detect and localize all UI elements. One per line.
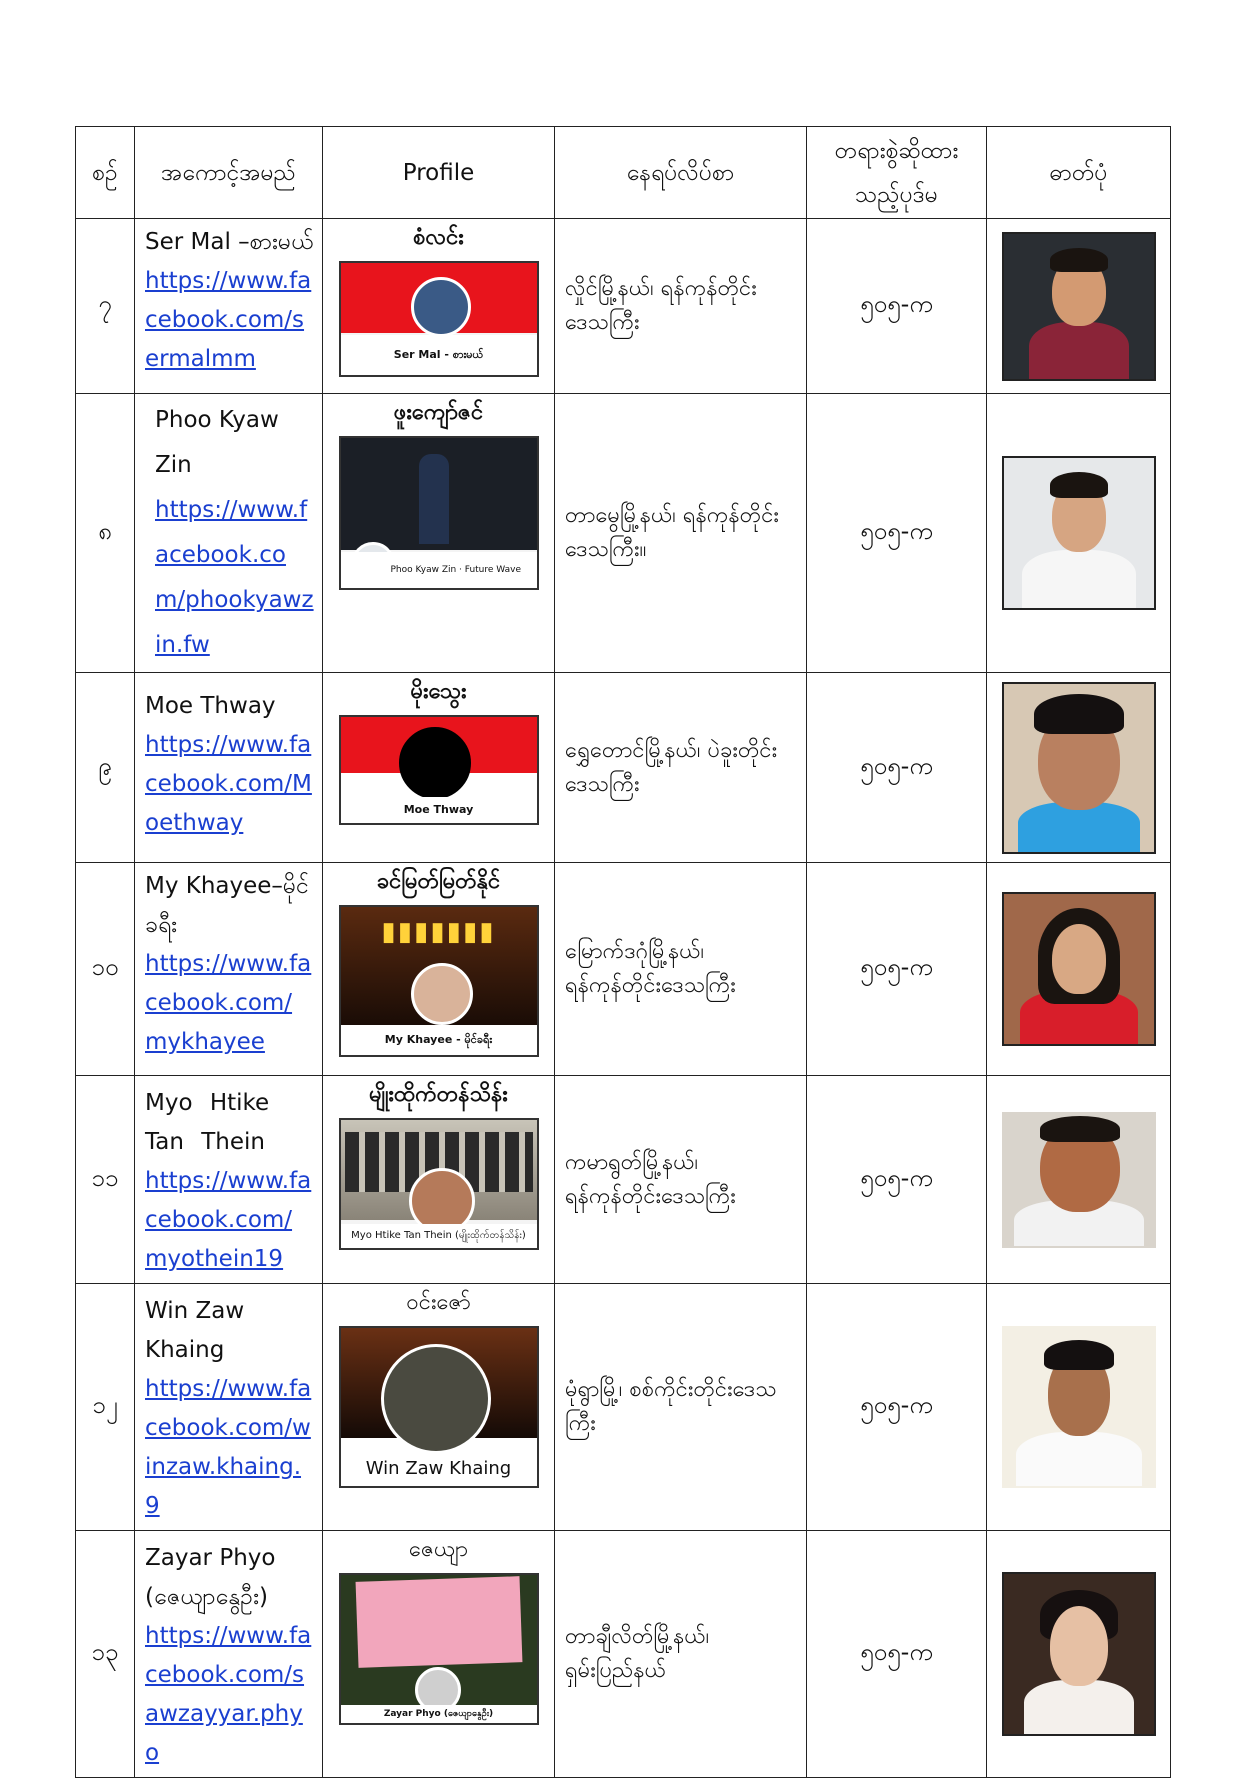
profile-name: ဝင်းဇော် — [406, 1290, 471, 1315]
profile-card-image — [339, 715, 539, 825]
person-photo — [1002, 1572, 1156, 1736]
profile-cell — [323, 673, 555, 863]
person-photo — [1002, 456, 1156, 610]
profile-card-caption: Moe Thway — [341, 797, 537, 823]
person-photo — [1002, 1112, 1156, 1248]
law-section: ၅၀၅-က — [807, 219, 987, 394]
row-number: ၉ — [76, 673, 135, 863]
facebook-link[interactable]: https://www.facebook.com/sawzayyar.phyo — [145, 1623, 312, 1766]
row-number: ၁၂ — [76, 1284, 135, 1531]
photo-cell — [987, 219, 1171, 394]
photo-cell — [987, 394, 1171, 673]
facebook-link[interactable]: https://www.facebook.com/sermalmm — [145, 268, 312, 372]
address-cell: လှိုင်မြို့နယ်၊ ရန်ကုန်တိုင်းဒေသကြီး — [555, 219, 807, 394]
profile-name: ဖူးကျော်ဇင် — [393, 400, 484, 425]
law-section: ၅၀၅-က — [807, 673, 987, 863]
facebook-link[interactable]: https://www.facebook.com/phookyawzin.fw — [155, 497, 314, 658]
profile-card-image — [339, 1326, 539, 1488]
person-photo — [1002, 232, 1156, 381]
avatar — [399, 727, 471, 799]
profile-card-image — [339, 436, 539, 590]
profile-cell — [323, 219, 555, 394]
profile-card-caption: My Khayee - မိုင်ခရီး — [341, 1025, 537, 1055]
accounts-table — [75, 126, 1171, 1778]
profile-cell — [323, 1531, 555, 1778]
law-section: ၅၀၅-က — [807, 1284, 987, 1531]
address-cell: ရွှေတောင်မြို့နယ်၊ ပဲခူးတိုင်းဒေသကြီး — [555, 673, 807, 863]
account-name: Myo Htike Tan Thein — [145, 1090, 270, 1155]
law-section: ၅၀၅-က — [807, 394, 987, 673]
header-photo: ဓာတ်ပုံ — [987, 127, 1171, 219]
profile-card-caption: Phoo Kyaw Zin · Future Wave — [341, 552, 537, 588]
header-address: နေရပ်လိပ်စာ — [555, 127, 807, 219]
account-name: Zayar Phyo (ဇေယျာနွေဦး) — [145, 1545, 276, 1610]
profile-card-image — [339, 1118, 539, 1250]
address-cell: ကမာရွတ်မြို့နယ်၊ ရန်ကုန်တိုင်းဒေသကြီး — [555, 1076, 807, 1284]
law-section: ၅၀၅-က — [807, 863, 987, 1076]
person-photo — [1002, 682, 1156, 854]
row-number: ၇ — [76, 219, 135, 394]
avatar — [381, 1344, 491, 1454]
address-cell: တာမွေမြို့နယ်၊ ရန်ကုန်တိုင်းဒေသကြီး။ — [555, 394, 807, 673]
profile-name: ခင်မြတ်မြတ်နိုင် — [376, 869, 501, 894]
header-account: အကောင့်အမည် — [135, 127, 323, 219]
facebook-link[interactable]: https://www.facebook.com/winzaw.khaing.9 — [145, 1376, 312, 1519]
account-name: Phoo Kyaw Zin — [155, 407, 279, 478]
person-photo — [1002, 1326, 1156, 1488]
person-photo — [1002, 892, 1156, 1046]
photo-cell — [987, 1076, 1171, 1284]
account-cell — [135, 1076, 323, 1284]
account-cell — [135, 673, 323, 863]
profile-name: မျိုးထိုက်တန်သိန်း — [369, 1082, 508, 1107]
profile-card-caption: Win Zaw Khaing — [341, 1452, 537, 1486]
avatar — [411, 277, 471, 337]
account-name: Win Zaw Khaing — [145, 1298, 245, 1363]
address-cell: မြောက်ဒဂုံမြို့နယ်၊ ရန်ကုန်တိုင်းဒေသကြီး — [555, 863, 807, 1076]
table-header-row — [76, 127, 1171, 219]
account-cell — [135, 219, 323, 394]
profile-cell — [323, 863, 555, 1076]
photo-cell — [987, 1284, 1171, 1531]
table-row — [76, 1284, 1171, 1531]
table-row — [76, 673, 1171, 863]
profile-cell — [323, 1076, 555, 1284]
profile-card-image: ▮▮▮▮▮▮▮ My Khayee - မိုင်ခရီး — [339, 905, 539, 1057]
profile-cell — [323, 1284, 555, 1531]
law-section: ၅၀၅-က — [807, 1076, 987, 1284]
header-no: စဉ် — [76, 127, 135, 219]
address-cell: မုံရွာမြို့၊ စစ်ကိုင်းတိုင်းဒေသကြီး — [555, 1284, 807, 1531]
table-row — [76, 863, 1171, 1076]
account-cell — [135, 863, 323, 1076]
facebook-link[interactable]: https://www.facebook.com/Moethway — [145, 732, 312, 836]
row-number: ၁၃ — [76, 1531, 135, 1778]
account-name: My Khayee–မိုင်ခရီး — [145, 873, 309, 938]
law-section: ၅၀၅-က — [807, 1531, 987, 1778]
account-cell — [135, 1531, 323, 1778]
profile-name: စံလင်း — [413, 225, 464, 250]
profile-card-image — [339, 1573, 539, 1725]
account-name: Moe Thway — [145, 693, 276, 719]
row-number: ၈ — [76, 394, 135, 673]
header-profile: Profile — [323, 127, 555, 219]
table-row — [76, 219, 1171, 394]
profile-card-caption: Zayar Phyo (ဇေယျာနွေဦး) — [341, 1705, 537, 1723]
profile-card-caption: Myo Htike Tan Thein (မျိုးထိုက်တန်သိန်း) — [341, 1224, 537, 1248]
account-cell — [135, 1284, 323, 1531]
profile-cell — [323, 394, 555, 673]
facebook-link[interactable]: https://www.facebook.com/mykhayee — [145, 951, 312, 1055]
profile-name: ဇေယျာ — [409, 1537, 468, 1562]
facebook-link[interactable]: https://www.facebook.com/myothein19 — [145, 1168, 312, 1272]
document-sheet — [75, 126, 1170, 1778]
table-row — [76, 1076, 1171, 1284]
profile-card-image — [339, 261, 539, 377]
profile-name: မိုးသွေး — [410, 679, 467, 704]
header-law: တရားစွဲဆိုထားသည့်ပုဒ်မ — [807, 127, 987, 219]
table-row — [76, 1531, 1171, 1778]
table-row — [76, 394, 1171, 673]
photo-cell — [987, 673, 1171, 863]
photo-cell — [987, 863, 1171, 1076]
account-name: Ser Mal –စားမယ် — [145, 229, 314, 255]
profile-card-caption: Ser Mal - စားမယ် — [341, 335, 537, 375]
photo-cell — [987, 1531, 1171, 1778]
row-number: ၁၁ — [76, 1076, 135, 1284]
row-number: ၁၀ — [76, 863, 135, 1076]
account-cell — [135, 394, 323, 673]
address-cell: တာချီလိတ်မြို့နယ်၊ ရှမ်းပြည်နယ် — [555, 1531, 807, 1778]
avatar — [411, 963, 473, 1025]
